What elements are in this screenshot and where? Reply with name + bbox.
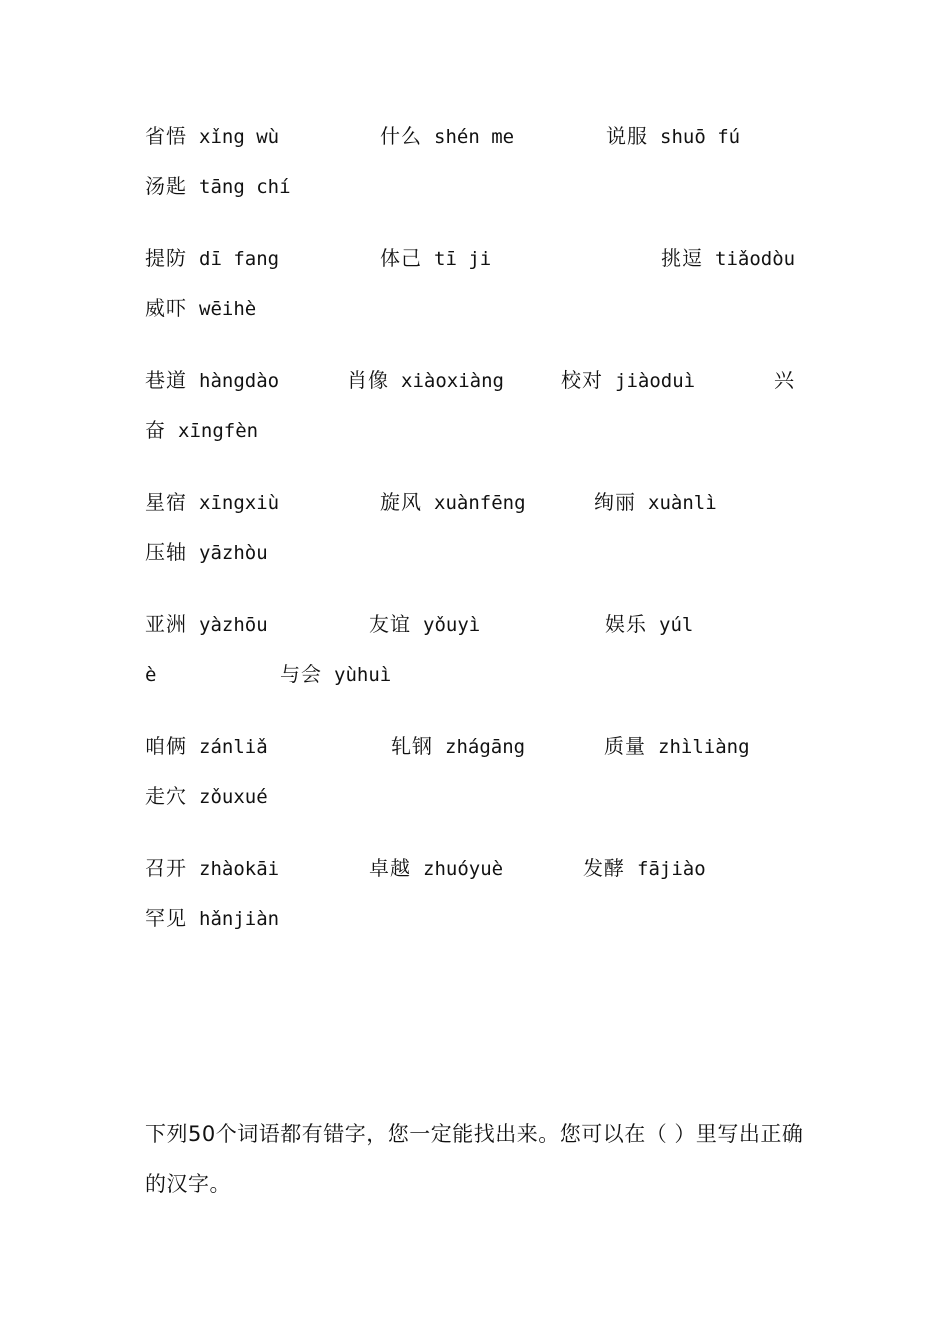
- word-pinyin: tī ji: [434, 248, 492, 270]
- word-entry: [369, 853, 503, 884]
- word-hanzi: 轧钢: [391, 734, 433, 758]
- word-entry: [145, 537, 268, 568]
- word-entry: [145, 171, 291, 202]
- word-entry: [594, 487, 717, 518]
- word-line: [0, 365, 795, 395]
- word-hanzi: 发酵: [583, 856, 625, 880]
- word-hanzi: 卓越: [369, 856, 411, 880]
- word-pinyin: xiàoxiàng: [401, 370, 504, 392]
- word-entry: [347, 365, 504, 396]
- word-entry: [604, 731, 750, 762]
- word-pinyin: jiàoduì: [615, 370, 696, 392]
- word-pinyin: yùhuì: [334, 664, 392, 686]
- word-entry: [280, 659, 391, 690]
- word-line: [0, 293, 257, 323]
- word-entry: [606, 121, 740, 152]
- word-line: [0, 731, 750, 761]
- word-hanzi: 奋: [145, 418, 166, 442]
- word-pinyin: wēihè: [199, 298, 257, 320]
- word-hanzi: 走穴: [145, 784, 187, 808]
- word-pinyin: dī fang: [199, 248, 280, 270]
- word-pinyin: yǒuyì: [423, 614, 481, 636]
- word-hanzi: 汤匙: [145, 174, 187, 198]
- word-pinyin: è: [145, 664, 157, 686]
- word-entry: [561, 365, 695, 396]
- word-hanzi: 威吓: [145, 296, 187, 320]
- word-hanzi: 星宿: [145, 490, 187, 514]
- word-hanzi: 质量: [604, 734, 646, 758]
- word-entry: [145, 781, 268, 812]
- word-pinyin: hǎnjiàn: [199, 908, 280, 930]
- word-entry: [605, 609, 693, 640]
- word-entry: [145, 365, 279, 396]
- word-pinyin: zhágāng: [445, 736, 526, 758]
- word-entry: [145, 903, 279, 934]
- word-entry: [774, 365, 795, 395]
- word-line: [0, 171, 291, 201]
- word-hanzi: 娱乐: [605, 612, 647, 636]
- word-pinyin: hàngdào: [199, 370, 280, 392]
- word-pinyin: zánliǎ: [199, 736, 268, 758]
- word-pinyin: shén me: [434, 126, 515, 148]
- word-hanzi: 提防: [145, 246, 187, 270]
- word-hanzi: 什么: [380, 124, 422, 148]
- word-line: [0, 659, 392, 689]
- word-pinyin: zhàokāi: [199, 858, 280, 880]
- word-entry: [145, 609, 268, 640]
- word-hanzi: 咱俩: [145, 734, 187, 758]
- word-entry: [145, 121, 279, 152]
- word-entry: [145, 415, 258, 446]
- word-entry: [145, 293, 256, 324]
- word-entry: [145, 731, 268, 762]
- word-pinyin: zhuóyuè: [423, 858, 504, 880]
- word-line: [0, 415, 259, 445]
- word-pinyin: yàzhōu: [199, 614, 268, 636]
- word-hanzi: 说服: [606, 124, 648, 148]
- word-line: [0, 903, 280, 933]
- word-hanzi: 巷道: [145, 368, 187, 392]
- word-entry: [145, 487, 279, 518]
- word-entry: [661, 243, 795, 274]
- word-hanzi: 与会: [280, 662, 322, 686]
- word-hanzi: 兴: [774, 368, 795, 392]
- word-pinyin: xuànlì: [648, 492, 717, 514]
- word-entry: [145, 243, 279, 274]
- word-entry: [145, 659, 156, 690]
- word-pinyin: yāzhòu: [199, 542, 268, 564]
- word-hanzi: 肖像: [347, 368, 389, 392]
- word-pinyin: xīngxiù: [199, 492, 280, 514]
- word-hanzi: 召开: [145, 856, 187, 880]
- word-entry: [145, 853, 279, 884]
- word-entry: [369, 609, 480, 640]
- word-line: [0, 781, 268, 811]
- word-pinyin: tāng chí: [199, 176, 291, 198]
- word-entry: [380, 243, 491, 274]
- word-line: [0, 609, 694, 639]
- word-line: [0, 537, 268, 567]
- word-hanzi: 亚洲: [145, 612, 187, 636]
- word-hanzi: 体己: [380, 246, 422, 270]
- word-hanzi: 压轴: [145, 540, 187, 564]
- word-line: [0, 853, 706, 883]
- word-pinyin: xǐng wù: [199, 126, 280, 148]
- word-hanzi: 绚丽: [594, 490, 636, 514]
- word-entry: [583, 853, 706, 884]
- word-hanzi: 旋风: [380, 490, 422, 514]
- instruction-paragraph: 下列50个词语都有错字，您一定能找出来。您可以在（ ）里写出正确的汉字。: [145, 1122, 804, 1196]
- word-line: [0, 121, 741, 151]
- word-pinyin: xīngfèn: [178, 420, 259, 442]
- word-pinyin: zǒuxué: [199, 786, 268, 808]
- word-hanzi: 友谊: [369, 612, 411, 636]
- word-pinyin: fājiào: [637, 858, 706, 880]
- word-hanzi: 省悟: [145, 124, 187, 148]
- word-entry: [380, 487, 526, 518]
- word-line: [0, 487, 717, 517]
- word-hanzi: 罕见: [145, 906, 187, 930]
- word-entry: [380, 121, 514, 152]
- word-pinyin: yúl: [659, 614, 694, 636]
- word-entry: [391, 731, 525, 762]
- word-pinyin: shuō fú: [660, 126, 741, 148]
- word-hanzi: 校对: [561, 368, 603, 392]
- word-hanzi: 挑逗: [661, 246, 703, 270]
- word-pinyin: zhìliàng: [658, 736, 750, 758]
- word-pinyin: tiǎodòu: [715, 248, 796, 270]
- word-line: [0, 243, 796, 273]
- word-pinyin: xuànfēng: [434, 492, 526, 514]
